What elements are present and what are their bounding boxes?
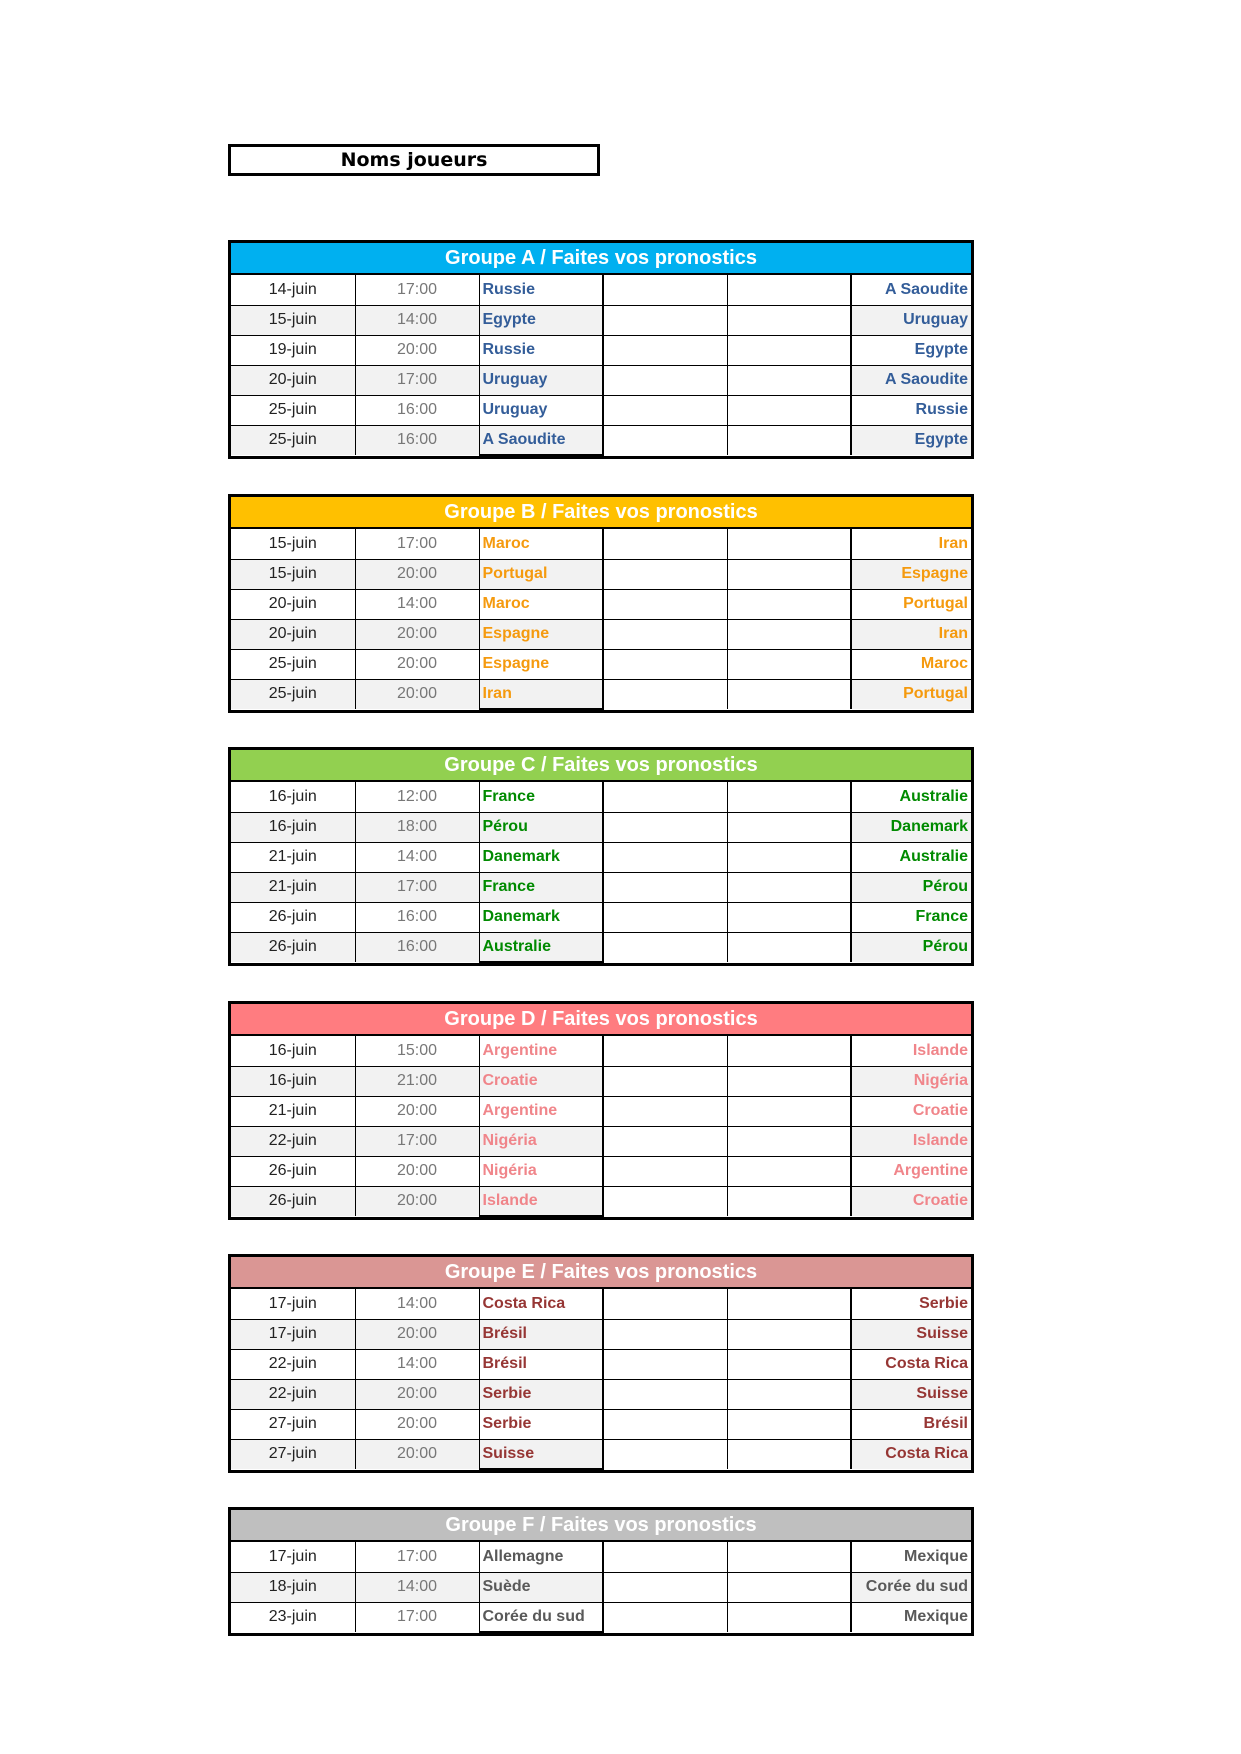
away-score-input[interactable] — [727, 1349, 851, 1379]
match-date: 23-juin — [231, 1602, 355, 1632]
match-date: 20-juin — [231, 365, 355, 395]
home-team: France — [479, 782, 603, 812]
home-score-input[interactable] — [603, 559, 727, 589]
match-time: 21:00 — [355, 1066, 479, 1096]
match-date: 26-juin — [231, 902, 355, 932]
match-time: 14:00 — [355, 589, 479, 619]
home-team: Serbie — [479, 1379, 603, 1409]
match-row — [231, 275, 971, 305]
away-team: Egypte — [851, 425, 971, 455]
away-team: Islande — [851, 1036, 971, 1066]
away-score-input[interactable] — [727, 1156, 851, 1186]
match-date: 16-juin — [231, 1066, 355, 1096]
away-score-input[interactable] — [727, 812, 851, 842]
away-score-input[interactable] — [727, 305, 851, 335]
match-time: 18:00 — [355, 812, 479, 842]
away-score-input[interactable] — [727, 902, 851, 932]
away-team: Iran — [851, 619, 971, 649]
away-team: Brésil — [851, 1409, 971, 1439]
match-date: 26-juin — [231, 1186, 355, 1216]
match-date: 25-juin — [231, 425, 355, 455]
match-date: 18-juin — [231, 1572, 355, 1602]
group-header: Groupe F / Faites vos pronostics — [231, 1510, 971, 1542]
match-date: 16-juin — [231, 1036, 355, 1066]
match-row — [231, 1289, 971, 1319]
away-team: Egypte — [851, 335, 971, 365]
match-time: 20:00 — [355, 1186, 479, 1216]
away-score-input[interactable] — [727, 1066, 851, 1096]
match-date: 22-juin — [231, 1126, 355, 1156]
group-header: Groupe D / Faites vos pronostics — [231, 1004, 971, 1036]
away-team: Mexique — [851, 1542, 971, 1572]
away-team: Costa Rica — [851, 1349, 971, 1379]
match-row — [231, 1156, 971, 1186]
match-row — [231, 395, 971, 425]
match-time: 17:00 — [355, 365, 479, 395]
away-score-input[interactable] — [727, 425, 851, 455]
match-date: 20-juin — [231, 619, 355, 649]
group-header: Groupe A / Faites vos pronostics — [231, 243, 971, 275]
match-row — [231, 679, 971, 709]
away-team: Croatie — [851, 1096, 971, 1126]
match-time: 20:00 — [355, 1156, 479, 1186]
group-header: Groupe C / Faites vos pronostics — [231, 750, 971, 782]
players-names-label: Noms joueurs — [340, 149, 488, 171]
home-team: Egypte — [479, 305, 603, 335]
match-row — [231, 1319, 971, 1349]
group-header: Groupe B / Faites vos pronostics — [231, 497, 971, 529]
match-time: 12:00 — [355, 782, 479, 812]
group-header: Groupe E / Faites vos pronostics — [231, 1257, 971, 1289]
away-score-input[interactable] — [727, 395, 851, 425]
home-team: Iran — [479, 679, 603, 709]
match-row — [231, 1439, 971, 1469]
away-team: Corée du sud — [851, 1572, 971, 1602]
home-team: Nigéria — [479, 1126, 603, 1156]
away-team: Mexique — [851, 1602, 971, 1632]
match-date: 15-juin — [231, 559, 355, 589]
away-score-input[interactable] — [727, 589, 851, 619]
away-team: A Saoudite — [851, 275, 971, 305]
match-date: 22-juin — [231, 1379, 355, 1409]
home-team: Argentine — [479, 1036, 603, 1066]
home-team: Espagne — [479, 619, 603, 649]
match-time: 20:00 — [355, 1096, 479, 1126]
away-team: Espagne — [851, 559, 971, 589]
away-score-input[interactable] — [727, 1602, 851, 1632]
home-score-input[interactable] — [603, 1572, 727, 1602]
match-date: 17-juin — [231, 1319, 355, 1349]
away-score-input[interactable] — [727, 1096, 851, 1126]
home-score-input[interactable] — [603, 902, 727, 932]
match-date: 27-juin — [231, 1439, 355, 1469]
home-team: Danemark — [479, 902, 603, 932]
home-team: Maroc — [479, 529, 603, 559]
away-score-input[interactable] — [727, 1409, 851, 1439]
match-row — [231, 1349, 971, 1379]
match-date: 26-juin — [231, 1156, 355, 1186]
home-score-input[interactable] — [603, 872, 727, 902]
away-score-input[interactable] — [727, 1542, 851, 1572]
match-time: 16:00 — [355, 425, 479, 455]
home-team: Portugal — [479, 559, 603, 589]
match-time: 17:00 — [355, 275, 479, 305]
away-team: Portugal — [851, 589, 971, 619]
home-team: Islande — [479, 1186, 603, 1216]
match-row — [231, 902, 971, 932]
home-team: Suisse — [479, 1439, 603, 1469]
match-date: 21-juin — [231, 842, 355, 872]
home-team: France — [479, 872, 603, 902]
home-score-input[interactable] — [603, 1349, 727, 1379]
home-team: Australie — [479, 932, 603, 962]
away-score-input[interactable] — [727, 1186, 851, 1216]
home-team: Suède — [479, 1572, 603, 1602]
match-row — [231, 529, 971, 559]
match-date: 25-juin — [231, 679, 355, 709]
match-row — [231, 619, 971, 649]
match-row — [231, 425, 971, 455]
home-score-input[interactable] — [603, 305, 727, 335]
match-date: 17-juin — [231, 1289, 355, 1319]
match-date: 17-juin — [231, 1542, 355, 1572]
match-time: 20:00 — [355, 335, 479, 365]
match-row — [231, 872, 971, 902]
away-score-input[interactable] — [727, 1289, 851, 1319]
match-row — [231, 1036, 971, 1066]
match-time: 20:00 — [355, 619, 479, 649]
away-team: Australie — [851, 782, 971, 812]
away-team: Russie — [851, 395, 971, 425]
home-score-input[interactable] — [603, 1096, 727, 1126]
away-score-input[interactable] — [727, 275, 851, 305]
home-score-input[interactable] — [603, 1439, 727, 1469]
match-row — [231, 842, 971, 872]
away-score-input[interactable] — [727, 842, 851, 872]
group-table-f — [228, 1507, 974, 1636]
match-row — [231, 1409, 971, 1439]
match-date: 25-juin — [231, 395, 355, 425]
away-score-input[interactable] — [727, 1126, 851, 1156]
away-team: Australie — [851, 842, 971, 872]
home-team: Pérou — [479, 812, 603, 842]
home-score-input[interactable] — [603, 619, 727, 649]
away-score-input[interactable] — [727, 782, 851, 812]
away-team: Pérou — [851, 932, 971, 962]
group-table-b — [228, 494, 974, 713]
away-team: France — [851, 902, 971, 932]
away-score-input[interactable] — [727, 872, 851, 902]
away-score-input[interactable] — [727, 365, 851, 395]
home-score-input[interactable] — [603, 1289, 727, 1319]
home-score-input[interactable] — [603, 529, 727, 559]
home-score-input[interactable] — [603, 782, 727, 812]
home-score-input[interactable] — [603, 1066, 727, 1096]
home-team: Brésil — [479, 1349, 603, 1379]
match-time: 20:00 — [355, 679, 479, 709]
group-table-a — [228, 240, 974, 459]
home-score-input[interactable] — [603, 842, 727, 872]
match-row — [231, 1186, 971, 1216]
match-row — [231, 932, 971, 962]
match-date: 27-juin — [231, 1409, 355, 1439]
match-date: 15-juin — [231, 305, 355, 335]
home-score-input[interactable] — [603, 1036, 727, 1066]
home-score-input[interactable] — [603, 1319, 727, 1349]
match-time: 14:00 — [355, 1572, 479, 1602]
away-score-input[interactable] — [727, 1572, 851, 1602]
away-team: Croatie — [851, 1186, 971, 1216]
match-time: 16:00 — [355, 932, 479, 962]
match-time: 20:00 — [355, 1379, 479, 1409]
home-team: Argentine — [479, 1096, 603, 1126]
away-team: Costa Rica — [851, 1439, 971, 1469]
home-team: Croatie — [479, 1066, 603, 1096]
match-date: 25-juin — [231, 649, 355, 679]
match-row — [231, 1096, 971, 1126]
away-score-input[interactable] — [727, 559, 851, 589]
match-time: 17:00 — [355, 1542, 479, 1572]
match-time: 14:00 — [355, 1349, 479, 1379]
away-score-input[interactable] — [727, 1379, 851, 1409]
home-team: Espagne — [479, 649, 603, 679]
match-time: 15:00 — [355, 1036, 479, 1066]
match-row — [231, 559, 971, 589]
away-team: Iran — [851, 529, 971, 559]
away-team: Pérou — [851, 872, 971, 902]
match-time: 14:00 — [355, 842, 479, 872]
match-row — [231, 1602, 971, 1632]
match-date: 16-juin — [231, 812, 355, 842]
match-time: 14:00 — [355, 305, 479, 335]
away-team: Serbie — [851, 1289, 971, 1319]
away-team: Suisse — [851, 1379, 971, 1409]
match-date: 22-juin — [231, 1349, 355, 1379]
home-score-input[interactable] — [603, 275, 727, 305]
home-team: Costa Rica — [479, 1289, 603, 1319]
away-team: Maroc — [851, 649, 971, 679]
home-score-input[interactable] — [603, 649, 727, 679]
home-score-input[interactable] — [603, 1186, 727, 1216]
away-score-input[interactable] — [727, 679, 851, 709]
home-score-input[interactable] — [603, 1126, 727, 1156]
away-score-input[interactable] — [727, 1439, 851, 1469]
match-date: 21-juin — [231, 872, 355, 902]
match-date: 21-juin — [231, 1096, 355, 1126]
home-score-input[interactable] — [603, 679, 727, 709]
away-score-input[interactable] — [727, 1036, 851, 1066]
home-score-input[interactable] — [603, 1409, 727, 1439]
players-names-box[interactable] — [228, 144, 600, 176]
match-time: 16:00 — [355, 395, 479, 425]
match-row — [231, 782, 971, 812]
away-team: Portugal — [851, 679, 971, 709]
home-score-input[interactable] — [603, 335, 727, 365]
match-date: 26-juin — [231, 932, 355, 962]
home-score-input[interactable] — [603, 812, 727, 842]
away-score-input[interactable] — [727, 932, 851, 962]
match-row — [231, 649, 971, 679]
home-team: Uruguay — [479, 365, 603, 395]
match-time: 20:00 — [355, 1319, 479, 1349]
match-row — [231, 589, 971, 619]
home-team: Uruguay — [479, 395, 603, 425]
match-time: 17:00 — [355, 872, 479, 902]
home-team: Serbie — [479, 1409, 603, 1439]
match-row — [231, 1542, 971, 1572]
match-row — [231, 1126, 971, 1156]
match-date: 20-juin — [231, 589, 355, 619]
match-row — [231, 1066, 971, 1096]
away-score-input[interactable] — [727, 1319, 851, 1349]
group-table-c — [228, 747, 974, 966]
home-score-input[interactable] — [603, 589, 727, 619]
away-team: Danemark — [851, 812, 971, 842]
match-row — [231, 1379, 971, 1409]
match-time: 17:00 — [355, 529, 479, 559]
match-row — [231, 812, 971, 842]
match-time: 20:00 — [355, 559, 479, 589]
home-score-input[interactable] — [603, 425, 727, 455]
group-table-e — [228, 1254, 974, 1473]
home-score-input[interactable] — [603, 1602, 727, 1632]
home-team: A Saoudite — [479, 425, 603, 455]
home-team: Maroc — [479, 589, 603, 619]
match-time: 16:00 — [355, 902, 479, 932]
away-score-input[interactable] — [727, 335, 851, 365]
match-row — [231, 335, 971, 365]
home-team: Nigéria — [479, 1156, 603, 1186]
match-date: 14-juin — [231, 275, 355, 305]
away-score-input[interactable] — [727, 529, 851, 559]
home-score-input[interactable] — [603, 395, 727, 425]
home-score-input[interactable] — [603, 365, 727, 395]
match-row — [231, 365, 971, 395]
match-time: 17:00 — [355, 1602, 479, 1632]
home-team: Russie — [479, 335, 603, 365]
away-team: Argentine — [851, 1156, 971, 1186]
match-date: 16-juin — [231, 782, 355, 812]
home-score-input[interactable] — [603, 1379, 727, 1409]
home-score-input[interactable] — [603, 932, 727, 962]
match-time: 20:00 — [355, 1409, 479, 1439]
home-score-input[interactable] — [603, 1542, 727, 1572]
match-time: 20:00 — [355, 649, 479, 679]
group-table-d — [228, 1001, 974, 1220]
match-row — [231, 1572, 971, 1602]
away-team: Suisse — [851, 1319, 971, 1349]
home-team: Russie — [479, 275, 603, 305]
away-team: A Saoudite — [851, 365, 971, 395]
home-team: Danemark — [479, 842, 603, 872]
match-date: 19-juin — [231, 335, 355, 365]
away-team: Nigéria — [851, 1066, 971, 1096]
home-team: Brésil — [479, 1319, 603, 1349]
match-date: 15-juin — [231, 529, 355, 559]
away-score-input[interactable] — [727, 619, 851, 649]
away-score-input[interactable] — [727, 649, 851, 679]
match-time: 20:00 — [355, 1439, 479, 1469]
match-time: 14:00 — [355, 1289, 479, 1319]
home-score-input[interactable] — [603, 1156, 727, 1186]
home-team: Allemagne — [479, 1542, 603, 1572]
home-team: Corée du sud — [479, 1602, 603, 1632]
away-team: Uruguay — [851, 305, 971, 335]
away-team: Islande — [851, 1126, 971, 1156]
match-time: 17:00 — [355, 1126, 479, 1156]
match-row — [231, 305, 971, 335]
